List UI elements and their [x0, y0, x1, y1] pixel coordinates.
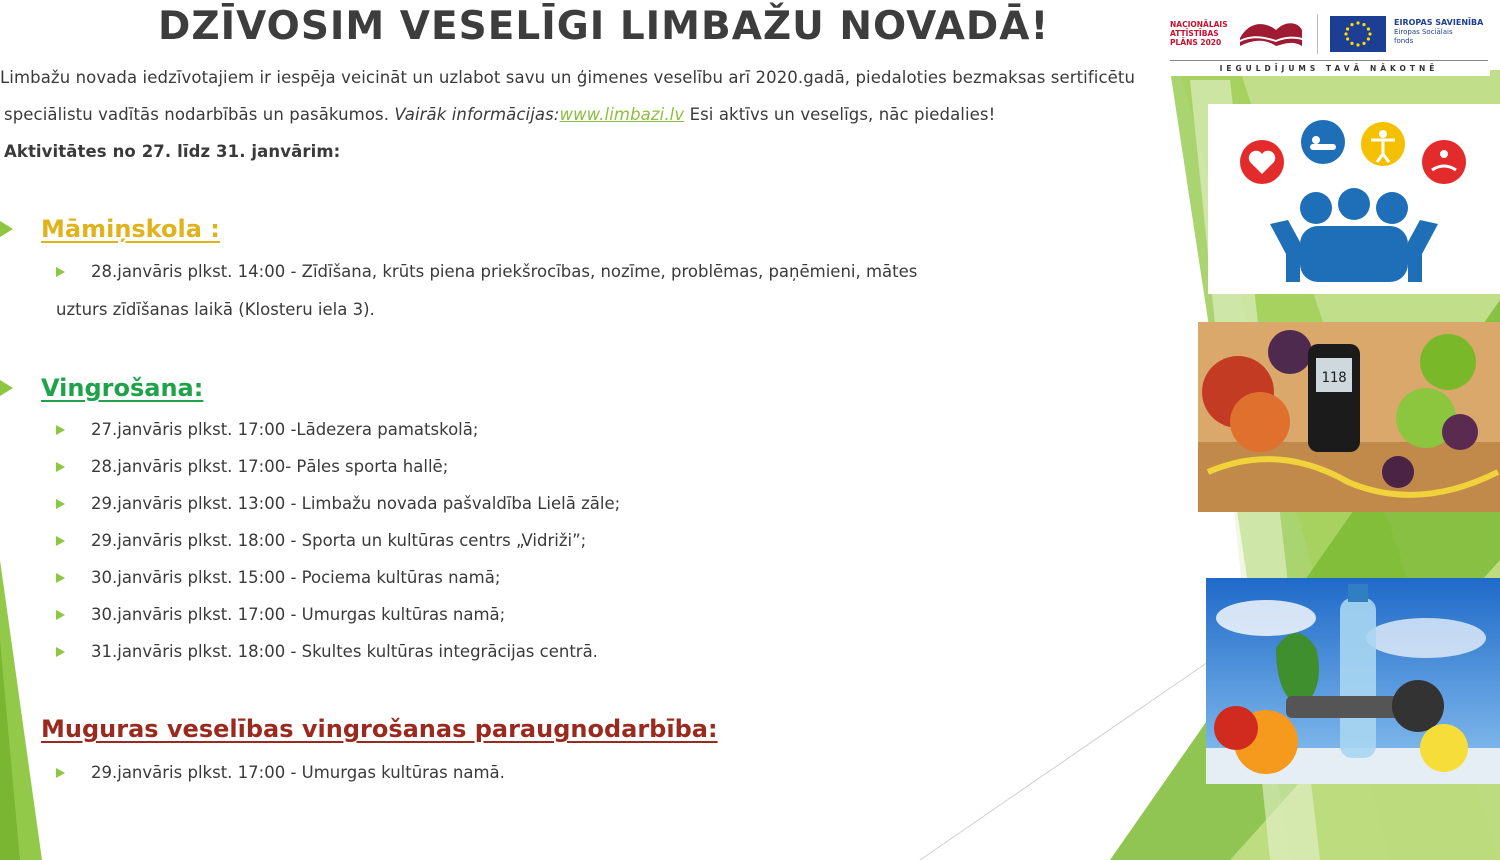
person-icon: [1361, 122, 1405, 166]
bullet-icon: [56, 425, 65, 435]
item-text: 31.janvāris plkst. 18:00 - Skultes kultūras integrācijas centrā.: [91, 642, 598, 661]
intro-text: speciālistu vadītās nodarbībās un pasākumos.: [4, 105, 390, 124]
section-mamins-skola: [0, 215, 220, 243]
more-info-label: Vairāk informācijas:: [394, 105, 560, 124]
health-icons-illustration: [1208, 104, 1500, 294]
nap-line: PLĀNS 2020: [1170, 38, 1222, 47]
tagline-rule: [1170, 60, 1488, 61]
call-to-action: Esi aktīvs un veselīgs, nāc piedalies!: [689, 105, 996, 124]
svg-text:118: 118: [1321, 370, 1347, 386]
eu-fund-line: Eiropas Sociālais: [1394, 28, 1453, 36]
item-text: 27.janvāris plkst. 17:00 -Lādezera pamatskolā;: [91, 420, 479, 439]
bullet-icon: [56, 462, 65, 472]
people-group-icon: [1270, 188, 1438, 282]
nap-logo-text: [1170, 20, 1228, 47]
list-item: [56, 763, 505, 782]
item-text: 29.janvāris plkst. 18:00 - Sporta un kultūras centrs „Vidriži”;: [91, 531, 587, 550]
water-dumbbell-photo: [1206, 578, 1500, 784]
list-item: [56, 420, 478, 439]
list-item: [56, 568, 500, 587]
item-text: 30.janvāris plkst. 17:00 - Umurgas kultūras namā;: [91, 605, 506, 624]
list-item: [56, 605, 505, 624]
eu-fund-line: fonds: [1394, 37, 1414, 45]
sleep-icon: [1301, 120, 1345, 164]
section-vingrosana: [0, 374, 203, 402]
activities-dates: Aktivitātes no 27. līdz 31. janvārim:: [4, 142, 341, 161]
page-title: DZĪVOSIM VESELĪGI LIMBAŽU NOVADĀ!: [158, 4, 1050, 49]
bullet-icon: [56, 536, 65, 546]
latvia-flag-logo-icon: [1236, 16, 1306, 52]
logo-divider: [1317, 14, 1318, 54]
item-text: 29.janvāris plkst. 17:00 - Umurgas kultūras namā.: [91, 763, 505, 782]
eu-logo-text: [1394, 18, 1483, 46]
heart-icon: [1240, 140, 1284, 184]
list-item: [56, 457, 448, 476]
item-text: 30.janvāris plkst. 15:00 - Pociema kultūras namā;: [91, 568, 501, 587]
bullet-icon: [56, 499, 65, 509]
item-text: 29.janvāris plkst. 13:00 - Limbažu novada pašvaldība Lielā zāle;: [91, 494, 621, 513]
section-heading: Muguras veselības vingrošanas paraugnodarbība:: [41, 715, 718, 743]
list-item: [56, 262, 917, 281]
funding-logos: [1170, 12, 1490, 76]
nap-line: ATTĪSTĪBAS: [1170, 29, 1219, 38]
intro-line-1: Limbažu novada iedzīvotajiem ir iespēja veicināt un uzlabot savu un ģimenes veselību arī 2020.gadā, piedaloties bezmaksas sertificētu: [0, 68, 1136, 87]
bullet-icon: [56, 768, 65, 778]
section-muguras-vingrosana: [0, 715, 718, 743]
section-heading: Māmiņskola :: [41, 215, 220, 243]
bullet-icon: [56, 610, 65, 620]
eu-title: EIROPAS SAVIENĪBA: [1394, 18, 1484, 27]
section-arrow-icon: [0, 221, 13, 237]
section-arrow-icon: [0, 380, 13, 396]
tagline: IEGULDĪJUMS TAVĀ NĀKOTNĒ: [1219, 64, 1439, 73]
nap-line: NACIONĀLAIS: [1170, 20, 1228, 29]
intro-line-2: [4, 105, 995, 124]
bullet-icon: [56, 573, 65, 583]
list-item-continuation: uzturs zīdīšanas laikā (Klosteru iela 3).: [56, 300, 375, 319]
fruit-glucometer-photo: [1198, 322, 1500, 512]
list-item: [56, 494, 620, 513]
eu-flag-icon: [1330, 16, 1386, 52]
yoga-icon: [1422, 140, 1466, 184]
website-link[interactable]: www.limbazi.lv: [559, 105, 685, 124]
bullet-icon: [56, 267, 65, 277]
section-heading: Vingrošana:: [41, 374, 204, 402]
item-text: 28.janvāris plkst. 14:00 - Zīdīšana, krūts piena priekšrocības, nozīme, problēmas, paņēmieni, mātes: [91, 262, 918, 281]
item-text: 28.janvāris plkst. 17:00- Pāles sporta hallē;: [91, 457, 449, 476]
bullet-icon: [56, 647, 65, 657]
list-item: [56, 531, 586, 550]
list-item: [56, 642, 598, 661]
